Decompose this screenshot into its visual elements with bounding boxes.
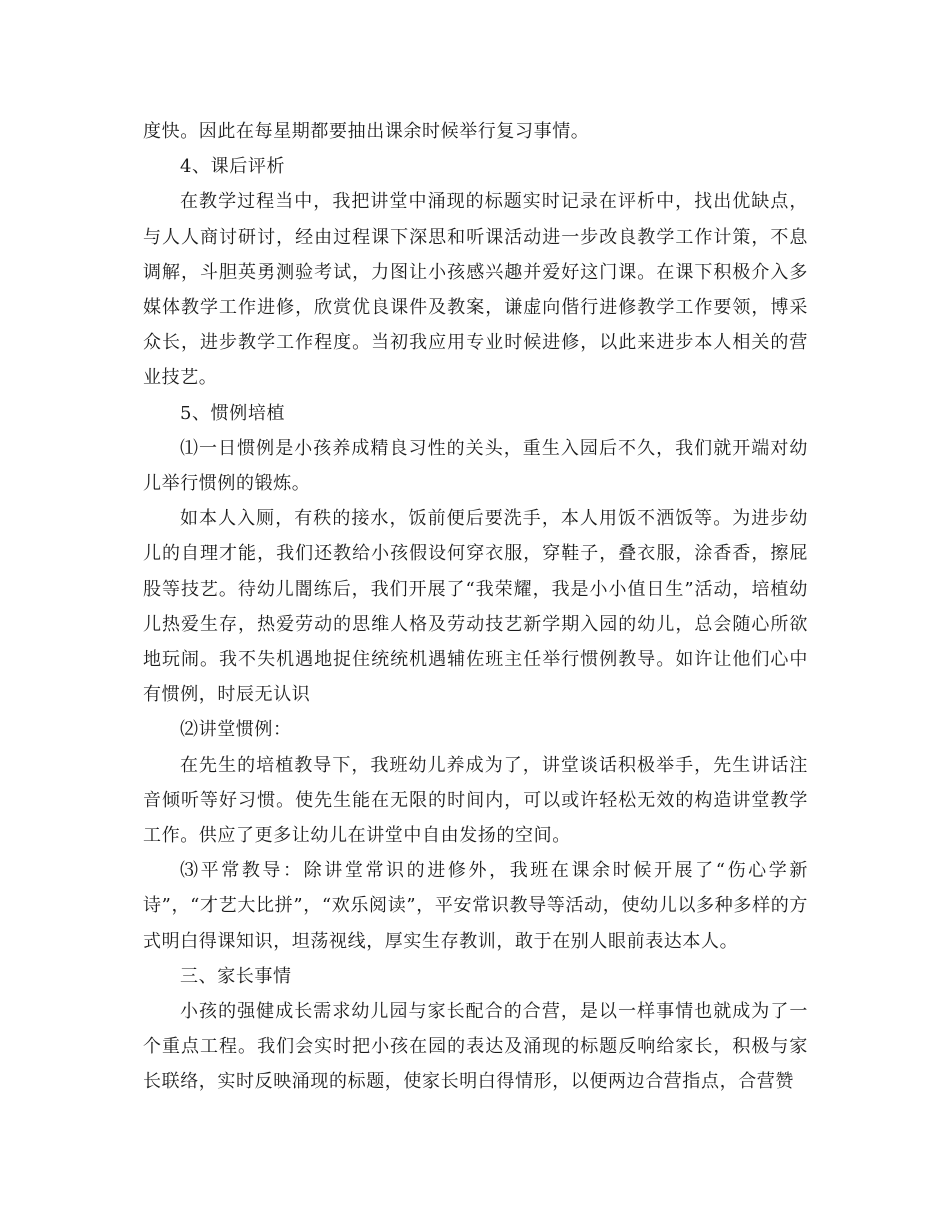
heading-parent-work: 三、家长事情 [180,965,292,987]
paragraph-daily-education: ⑶平常教导：除讲堂常识的进修外，我班在课余时候开展了“伤心学新诗”，“才艺大比拼”，“欢乐阅读”，平安常识教导等活动，使幼儿以多种多样的方式明白得课知识，坦荡视线，厚实生存教训，敢于在别人眼前表达本人。 [143,860,808,952]
paragraph-self-care: 如本人入厕，有秩的接水，饭前便后要洗手，本人用饭不洒饭等。为进步幼儿的自理才能，我们还教给小孩假设何穿衣服，穿鞋子，叠衣服，涂香香，擦屁股等技艺。待幼儿闇练后，我们开展了“我荣耀，我是小小值日生”活动，培植幼儿热爱生存，热爱劳动的思维人格及劳动技艺新学期入园的幼儿，总会随心所欲地玩闹。我不失机遇地捉住统统机遇辅佐班主任举行惯例教导。如许让他们心中有惯例，时辰无认识 [143,508,808,706]
heading-after-class-analysis: 4、课后评析 [180,156,286,178]
heading-routine-cultivation: 5、惯例培植 [180,402,286,424]
paragraph-continuation: 度快。因此在每星期都要抽出课余时候举行复习事情。 [143,121,590,142]
heading-classroom-routine: ⑵讲堂惯例： [180,719,292,741]
document-body [143,114,808,1100]
paragraph-classroom-routine: 在先生的培植教导下，我班幼儿养成为了，讲堂谈话积极举手，先生讲话注音倾听等好习惯。使先生能在无限的时间内，可以或许轻松无效的构造讲堂教学工作。供应了更多让幼儿在讲堂中自由发扬的空间。 [143,754,808,847]
paragraph-after-class-analysis: 在教学过程当中，我把讲堂中涌现的标题实时记录在评析中，找出优缺点，与人人商讨研讨，经由过程课下深思和听课活动进一步改良教学工作计策，不息调解，斗胆英勇测验考试，力图让小孩感兴趣并爱好这门课。在课下积极介入多媒体教学工作进修，欣赏优良课件及教案，谦虚向偕行进修教学工作要领，博采众长，进步教学工作程度。当初我应用专业时候进修，以此来进步本人相关的营业技艺。 [143,191,808,389]
paragraph-daily-routine: ⑴一日惯例是小孩养成精良习性的关头，重生入园后不久，我们就开端对幼儿举行惯例的锻炼。 [143,437,808,495]
paragraph-parent-work: 小孩的强健成长需求幼儿园与家长配合的合营，是以一样事情也就成为了一个重点工程。我们会实时把小孩在园的表达及涌现的标题反响给家长，积极与家长联络，实时反映涌现的标题，使家长明白得情形，以便两边合营指点，合营赞 [143,1001,808,1093]
